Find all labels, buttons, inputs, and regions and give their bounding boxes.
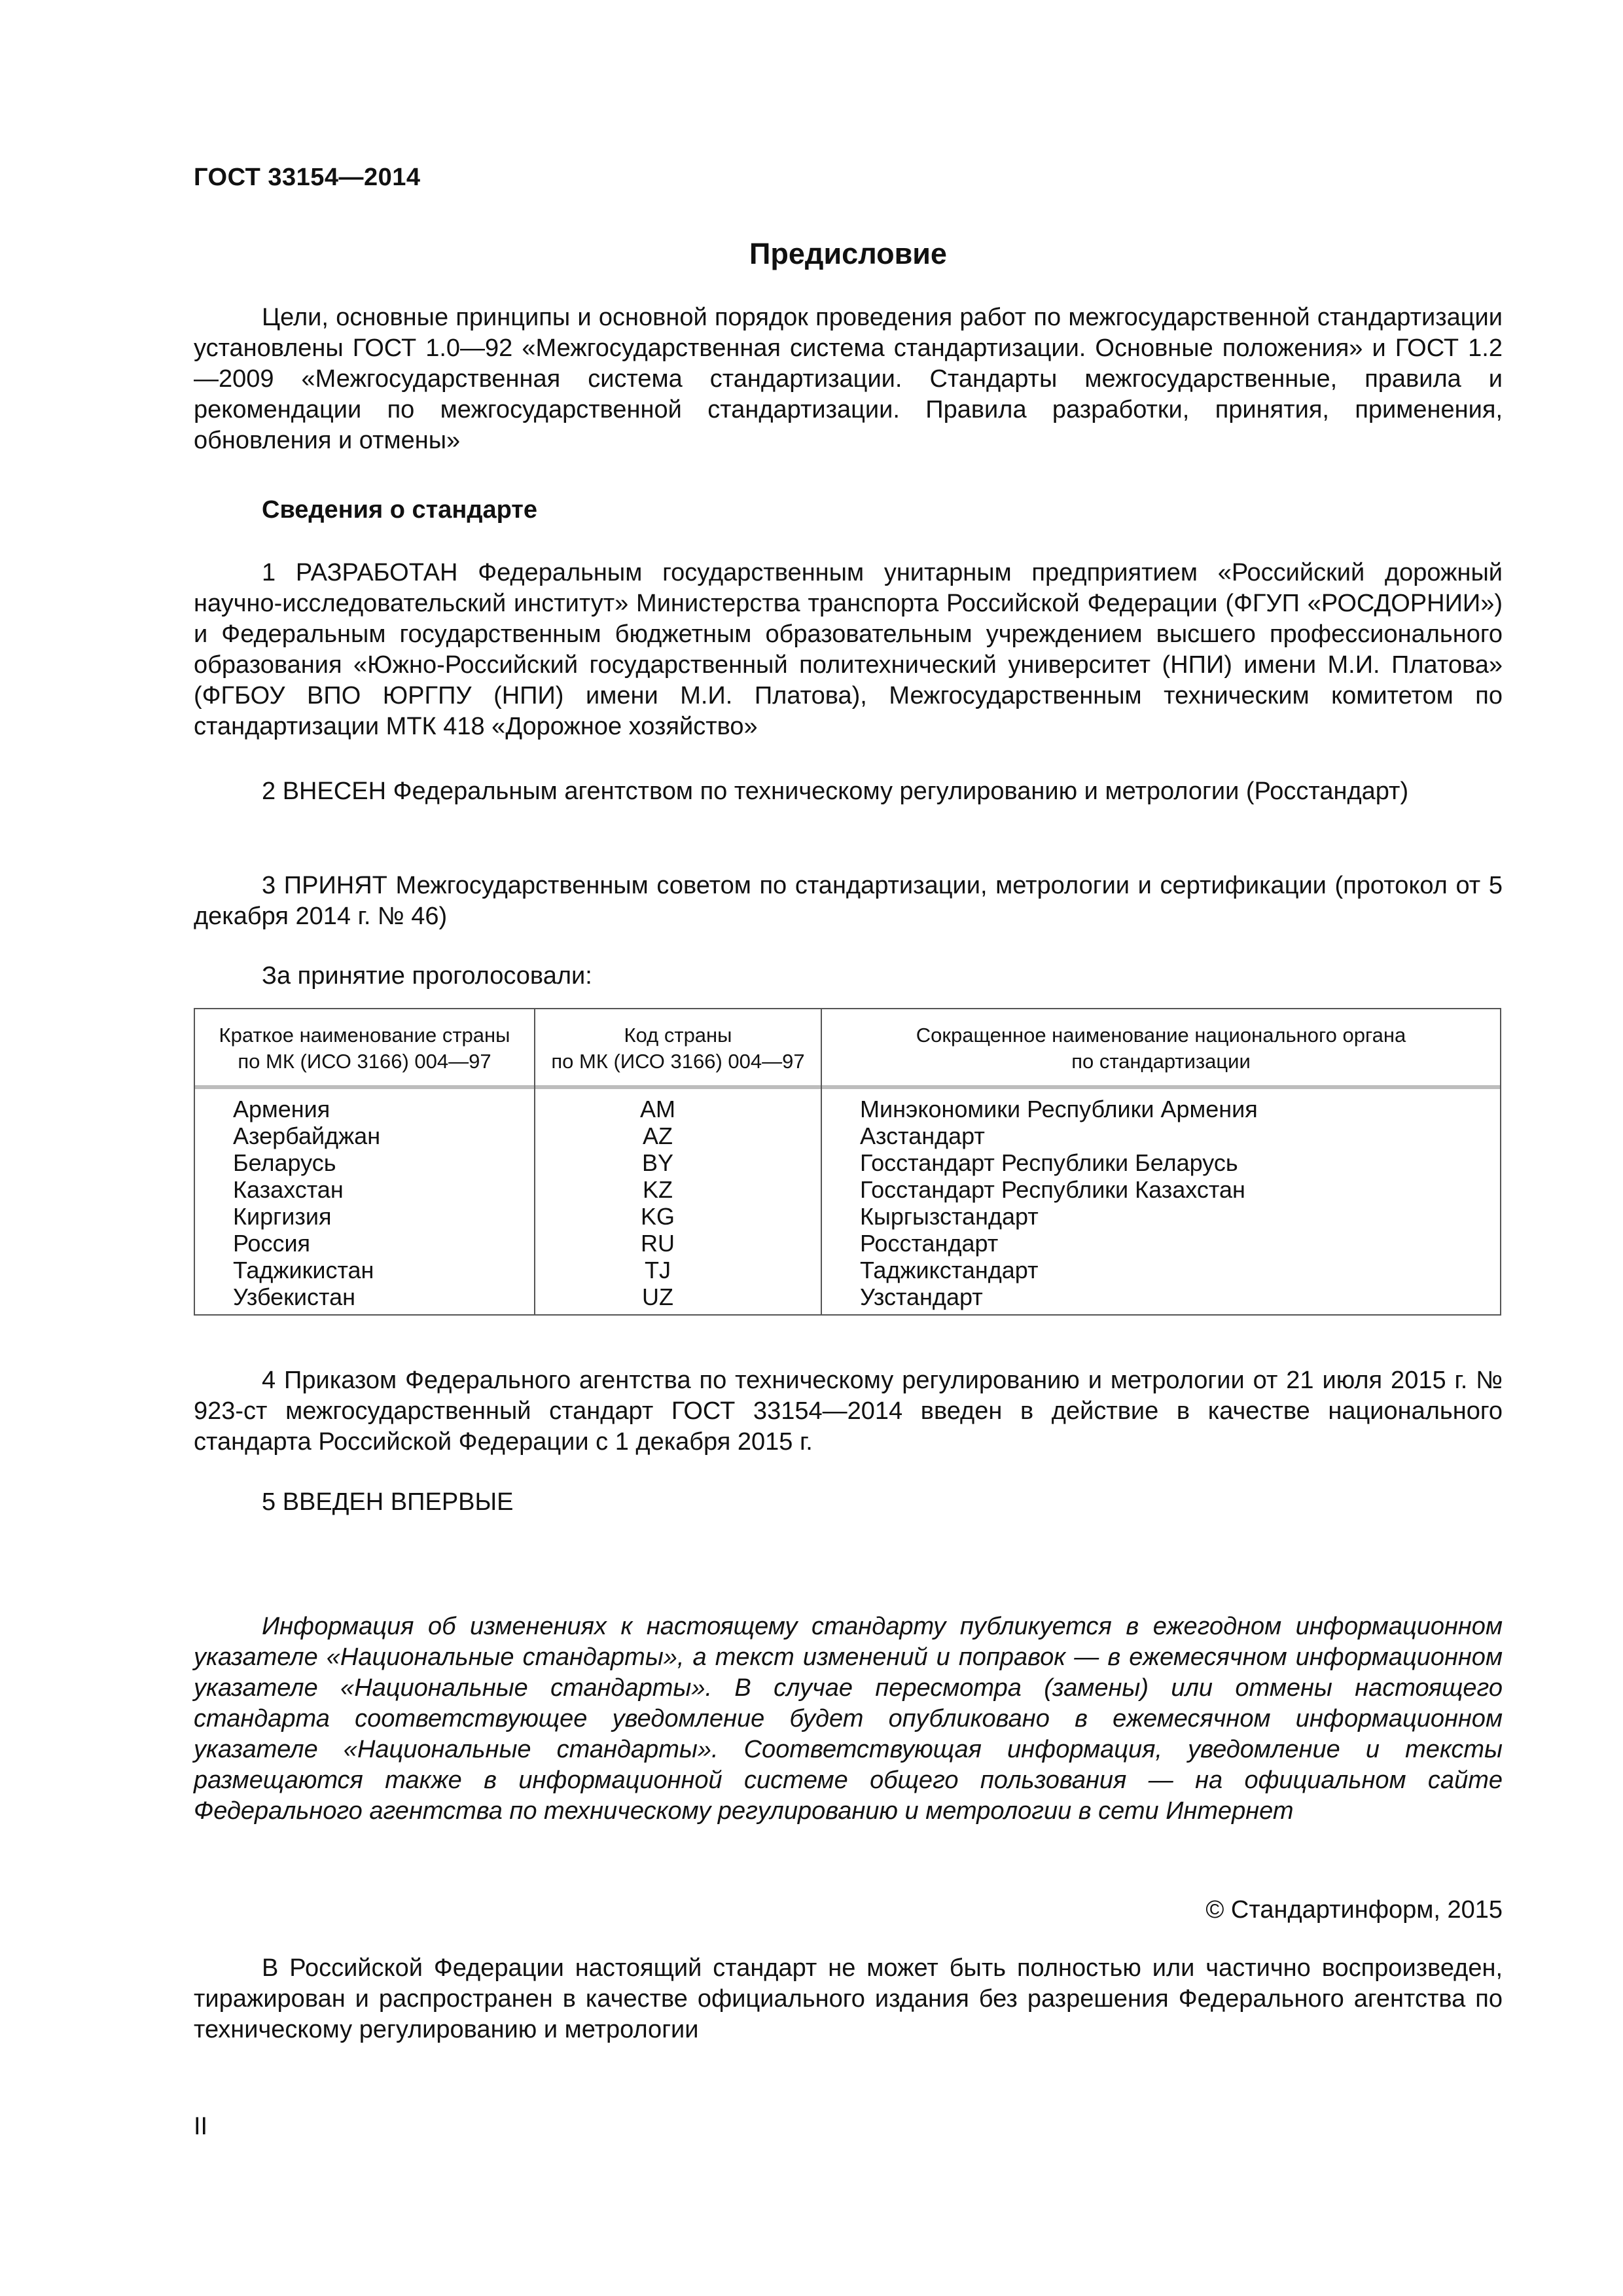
- cell-body: Азстандарт: [860, 1122, 985, 1149]
- changes-information-note: Информация об изменениях к настоящему стандарту публикуется в ежегодном информационном указателе «Национальные стандарты», а текст изменений и поправок — в ежемесячном информационном указателе «Национальные стандарты». В случае пересмотра (замены) или отмены настоящего стандарта соответствующее уведомление будет опубликовано в ежемесячном информационном указателе «Национальные стандарты». Соответствующая информация, уведомление и тексты размещаются также в информационной системе общего пользования — на официальном сайте Федерального агентства по техническому регулированию и метрологии в сети Интернет: [194, 1613, 1503, 1825]
- cell-country: Азербайджан: [233, 1122, 381, 1149]
- table-header: [195, 1009, 1500, 1089]
- cell-code: RU: [641, 1230, 675, 1257]
- header-body-line1: Сокращенное наименование национального органа: [916, 1024, 1406, 1047]
- voting-table: [194, 1008, 1501, 1316]
- header-body: [822, 1022, 1500, 1075]
- table-row: [195, 1230, 1500, 1257]
- table-row: [195, 1283, 1500, 1310]
- intro-paragraph: Цели, основные принципы и основной порядок проведения работ по межгосударственной стандартизации установлены ГОСТ 1.0—92 «Межгосударственная система стандартизации. Основные положения» и ГОСТ 1.2—2009 «Межгосударственная система стандартизации. Стандарты межгосударственные, правила и рекомендации по межгосударственной стандартизации. Правила разработки, принятия, применения, обновления и отмены»: [194, 304, 1503, 454]
- cell-code: AZ: [642, 1122, 673, 1149]
- cell-country: Беларусь: [233, 1149, 336, 1176]
- cell-body: Госстандарт Республики Казахстан: [860, 1176, 1245, 1203]
- cell-country: Киргизия: [233, 1203, 332, 1230]
- voted-label: За принятие проголосовали:: [262, 962, 592, 990]
- document-id: ГОСТ 33154—2014: [194, 164, 421, 191]
- page-title: Предисловие: [749, 237, 947, 270]
- cell-code: AM: [640, 1096, 675, 1122]
- reproduction-notice: В Российской Федерации настоящий стандарт не может быть полностью или частично воспроизведен, тиражирован и распространен в качестве официального издания без разрешения Федерального агентства по техническому регулированию и метрологии: [194, 1954, 1503, 2043]
- table-row: [195, 1096, 1500, 1122]
- table-row: [195, 1149, 1500, 1176]
- cell-code: KZ: [642, 1176, 673, 1203]
- header-country: [195, 1022, 534, 1075]
- cell-body: Госстандарт Республики Беларусь: [860, 1149, 1238, 1176]
- cell-body: Таджикстандарт: [860, 1257, 1039, 1283]
- document-page: [194, 0, 1503, 2296]
- header-code-line1: Код страны: [624, 1024, 732, 1047]
- cell-code: BY: [641, 1149, 674, 1176]
- header-country-line1: Краткое наименование страны: [219, 1024, 510, 1047]
- cell-body: Узстандарт: [860, 1283, 983, 1310]
- item-2-submitted: 2 ВНЕСЕН Федеральным агентством по техническому регулированию и метрологии (Росстандарт): [262, 778, 1409, 805]
- item-3-adopted: 3 ПРИНЯТ Межгосударственным советом по стандартизации, метрологии и сертификации (протокол от 5 декабря 2014 г. № 46): [194, 872, 1503, 930]
- item-5-introduced: 5 ВВЕДЕН ВПЕРВЫЕ: [262, 1488, 514, 1516]
- section-heading: Сведения о стандарте: [262, 496, 538, 524]
- table-row: [195, 1176, 1500, 1203]
- item-1-developed: 1 РАЗРАБОТАН Федеральным государственным унитарным предприятием «Российский дорожный научно-исследовательский институт» Министерства транспорта Российской Федерации (ФГУП «РОСДОРНИИ») и Федеральным государственным бюджетным образовательным учреждением высшего профессионального образования «Южно-Российский государственный политехнический университет (НПИ) имени М.И. Платова» (ФГБОУ ВПО ЮРГПУ (НПИ) имени М.И. Платова), Межгосударственным техническим комитетом по стандартизации МТК 418 «Дорожное хозяйство»: [194, 559, 1503, 740]
- cell-code: UZ: [642, 1283, 673, 1310]
- cell-body: Кыргызстандарт: [860, 1203, 1039, 1230]
- cell-country: Армения: [233, 1096, 330, 1122]
- cell-country: Россия: [233, 1230, 311, 1257]
- header-code-line2: по МК (ИСО 3166) 004—97: [551, 1050, 805, 1073]
- cell-body: Росстандарт: [860, 1230, 999, 1257]
- copyright-line: © Стандартинформ, 2015: [1205, 1896, 1503, 1924]
- item-4-order: 4 Приказом Федерального агентства по техническому регулированию и метрологии от 21 июля 2015 г. № 923-ст межгосударственный стандарт ГОСТ 33154—2014 введен в действие в качестве национального стандарта Российской Федерации с 1 декабря 2015 г.: [194, 1367, 1503, 1456]
- header-body-line2: по стандартизации: [1071, 1050, 1251, 1073]
- table-row: [195, 1203, 1500, 1230]
- table-row: [195, 1122, 1500, 1149]
- cell-body: Минэкономики Республики Армения: [860, 1096, 1258, 1122]
- cell-country: Таджикистан: [233, 1257, 374, 1283]
- cell-code: KG: [640, 1203, 675, 1230]
- header-country-line2: по МК (ИСО 3166) 004—97: [238, 1050, 491, 1073]
- cell-country: Узбекистан: [233, 1283, 356, 1310]
- page-number: II: [194, 2113, 208, 2140]
- cell-code: TJ: [645, 1257, 671, 1283]
- table-row: [195, 1257, 1500, 1283]
- cell-country: Казахстан: [233, 1176, 344, 1203]
- header-code: [535, 1022, 821, 1075]
